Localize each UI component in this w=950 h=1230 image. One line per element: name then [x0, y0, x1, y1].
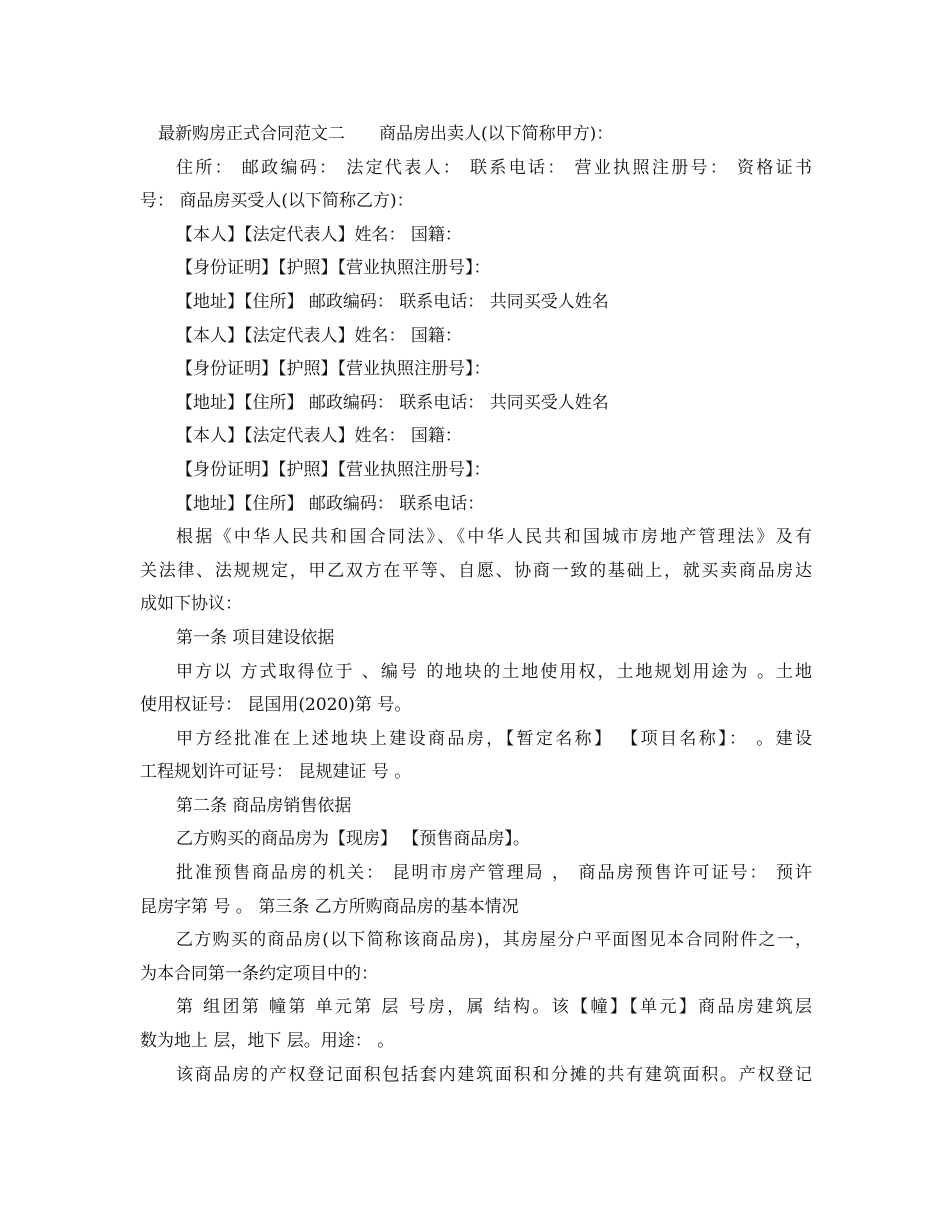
text-line: 【身份证明】【护照】【营业执照注册号】： — [176, 459, 491, 480]
text-line: 工程规划许可证号： 昆规建证 号 。 — [140, 762, 412, 783]
seller-heading: 商品房出卖人(以下简称甲方)： — [379, 124, 614, 144]
text-line: 号： 商品房买受人(以下简称乙方)： — [140, 191, 414, 212]
text-line: 昆房字第 号 。 第三条 乙方所购商品房的基本情况 — [140, 896, 519, 917]
text-line: 成如下协议： — [140, 594, 242, 615]
text-line: 【身份证明】【护照】【营业执照注册号】： — [176, 359, 491, 380]
text-line: 根据《中华人民共和国合同法》、《中华人民共和国城市房地产管理法》及有 — [176, 527, 812, 548]
section-heading: 第二条 商品房销售依据 — [176, 795, 352, 816]
text-line: 第 组团第 幢第 单元第 层 号房，属 结构。该【幢】【单元】商品房建筑层 — [176, 997, 812, 1018]
text-line: 乙方购买的商品房为【现房】 【预售商品房】。 — [176, 829, 530, 850]
text-line: 甲方以 方式取得位于 、编号 的地块的土地使用权，土地规划用途为 。土地 — [176, 661, 812, 682]
text-line: 住所： 邮政编码： 法定代表人： 联系电话： 营业执照注册号： 资格证书 — [176, 157, 812, 178]
title-line — [140, 118, 812, 152]
text-line: 【本人】【法定代表人】姓名： 国籍： — [176, 224, 462, 245]
text-line: 该商品房的产权登记面积包括套内建筑面积和分摊的共有建筑面积。产权登记 — [176, 1064, 812, 1085]
text-line: 【身份证明】【护照】【营业执照注册号】： — [176, 258, 491, 279]
text-line: 【地址】【住所】 邮政编码： 联系电话： — [176, 493, 485, 514]
section-heading: 第一条 项目建设依据 — [176, 627, 335, 648]
document-title: 最新购房正式合同范文二 — [158, 124, 345, 144]
text-line: 关法律、法规规定，甲乙双方在平等、自愿、协商一致的基础上，就买卖商品房达 — [140, 560, 812, 581]
text-line: 为本合同第一条约定项目中的： — [140, 963, 378, 984]
text-line: 乙方购买的商品房(以下简称该商品房)，其房屋分户平面图见本合同附件之一， — [176, 930, 812, 951]
contract-page — [140, 118, 812, 1092]
text-line: 甲方经批准在上述地块上建设商品房，【暂定名称】 【项目名称】： 。建设 — [176, 728, 812, 749]
text-line: 使用权证号： 昆国用(2020)第 号。 — [140, 695, 412, 716]
text-line: 批准预售商品房的机关： 昆明市房产管理局 ， 商品房预售许可证号： 预许 — [176, 863, 812, 884]
text-line: 【本人】【法定代表人】姓名： 国籍： — [176, 426, 462, 447]
text-line: 数为地上 层，地下 层。用途： 。 — [140, 1031, 395, 1052]
text-line: 【地址】【住所】 邮政编码： 联系电话： 共同买受人姓名 — [176, 392, 609, 413]
text-line: 【本人】【法定代表人】姓名： 国籍： — [176, 325, 462, 346]
text-line: 【地址】【住所】 邮政编码： 联系电话： 共同买受人姓名 — [176, 291, 609, 312]
